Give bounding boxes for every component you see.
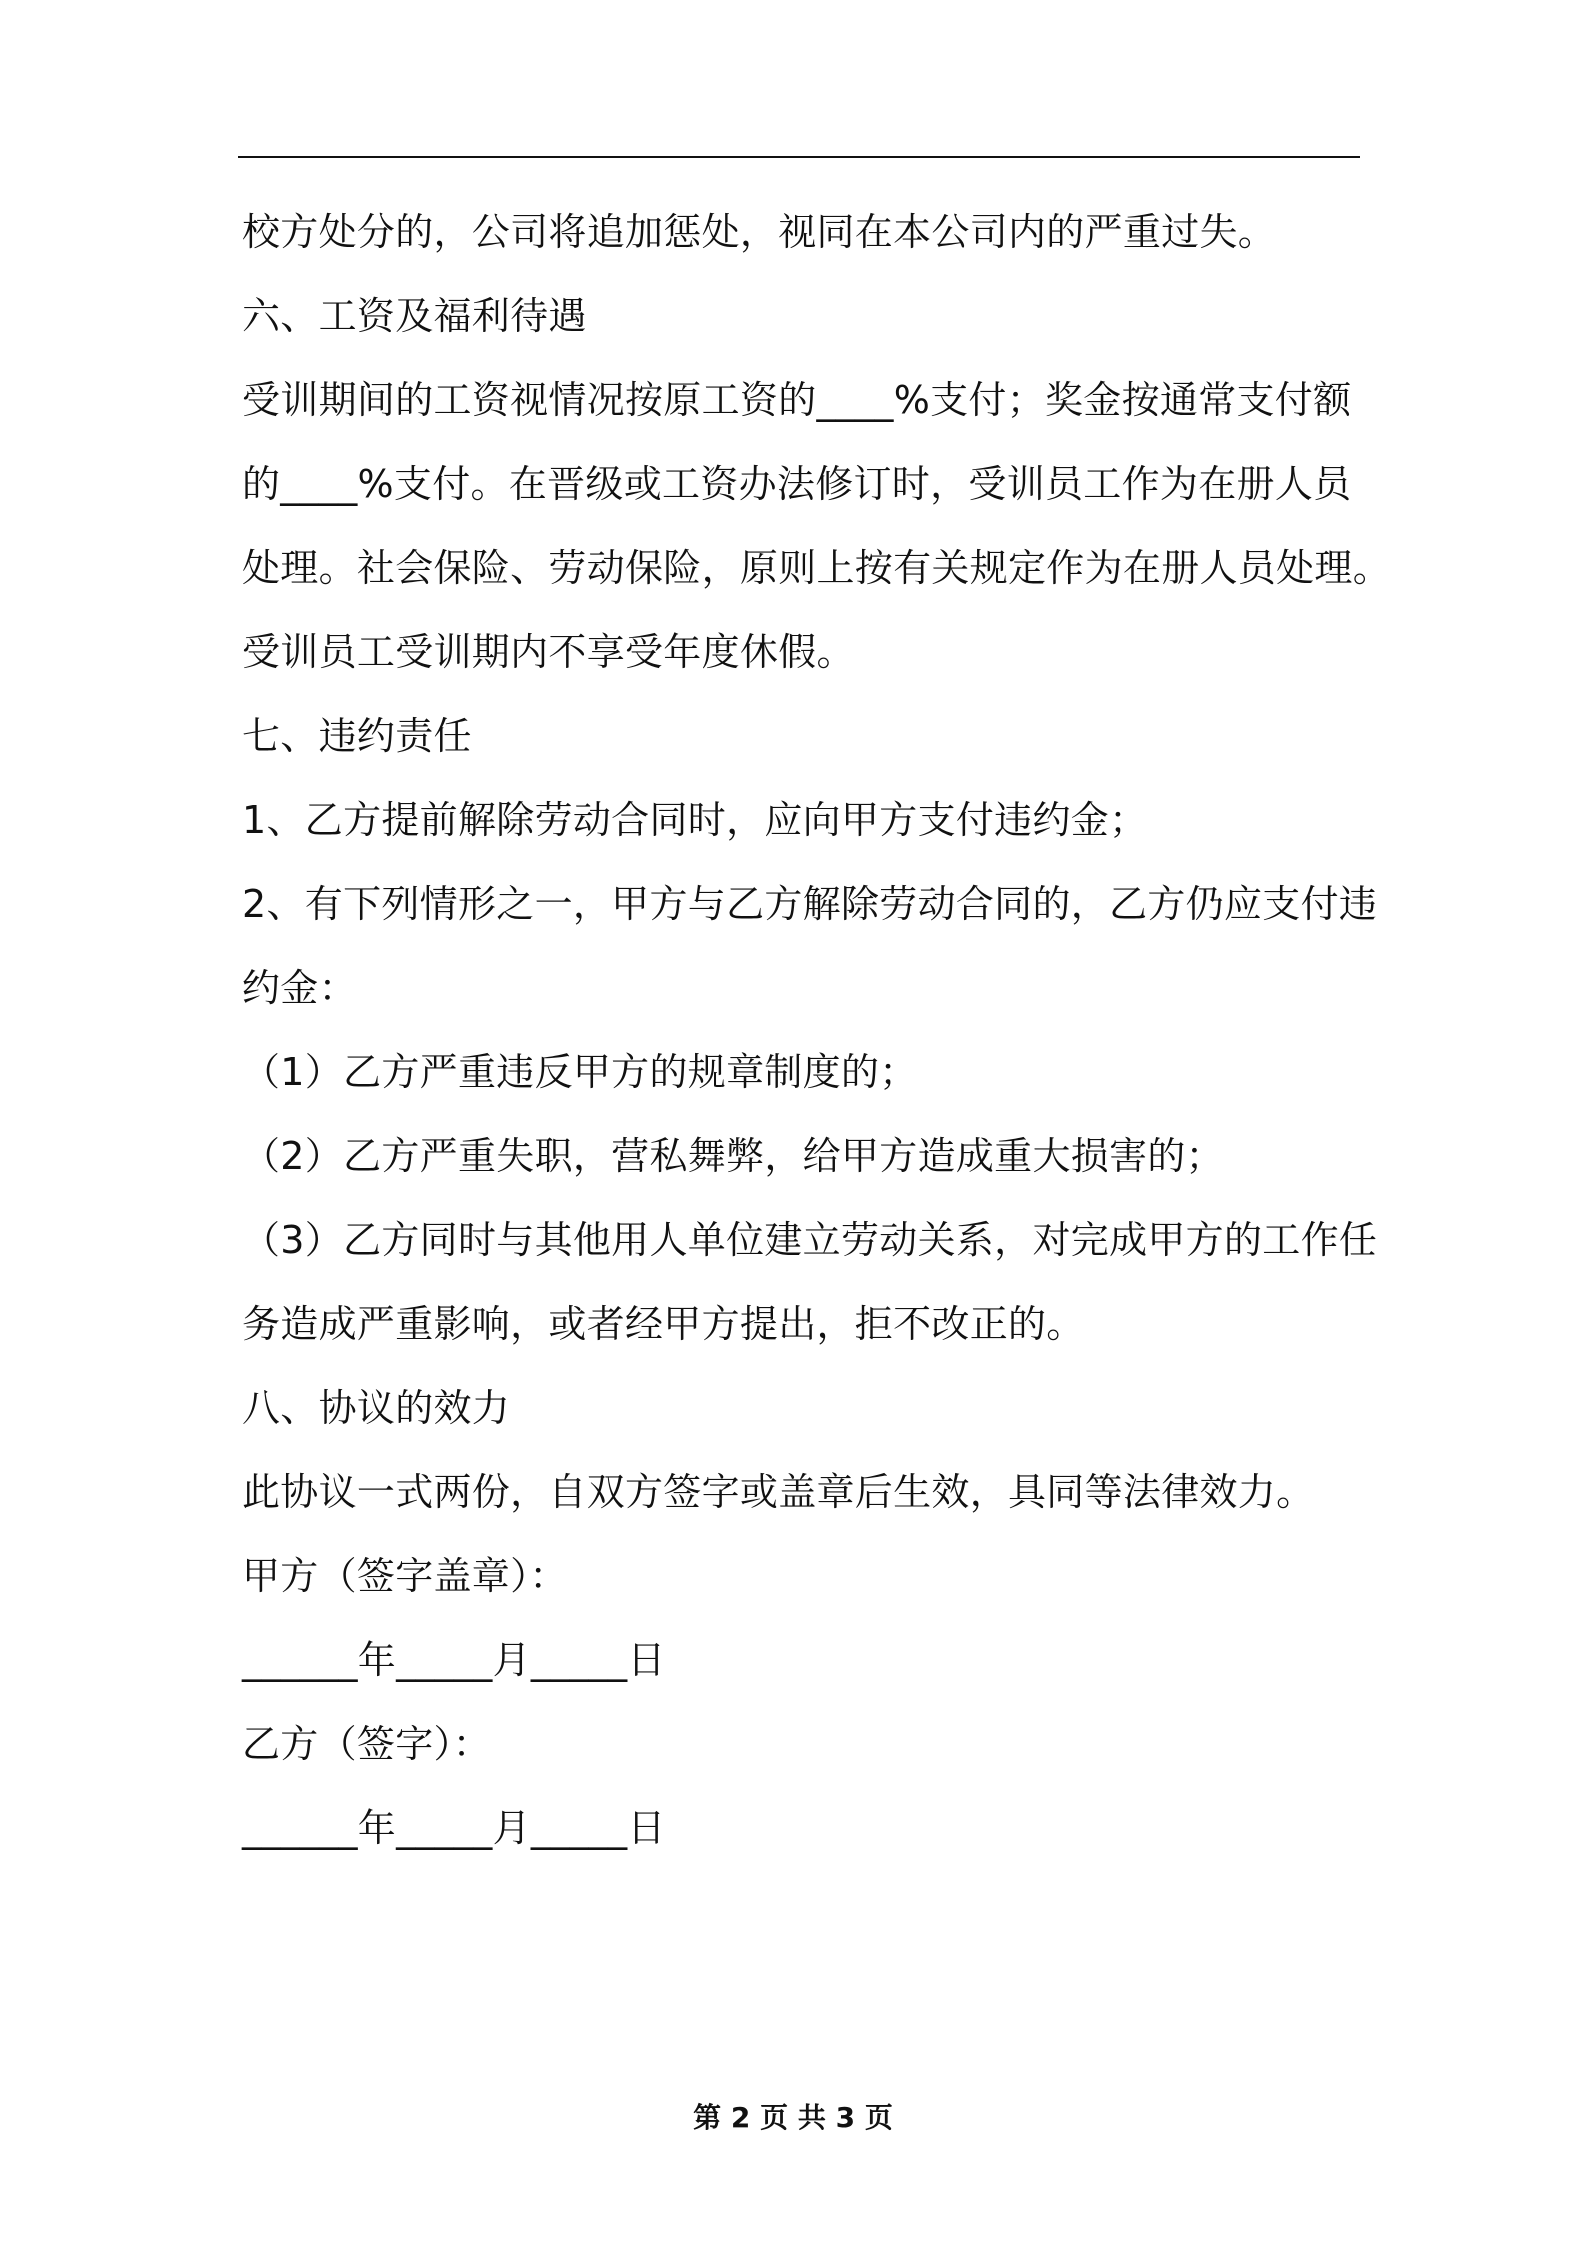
text-line: 务造成严重影响，或者经甲方提出，拒不改正的。	[242, 1302, 1085, 1346]
text-line: 受训期间的工资视情况按原工资的____%支付；奖金按通常支付额	[242, 378, 1352, 422]
text-line: 受训员工受训期内不享受年度休假。	[242, 630, 855, 674]
text-line: 约金：	[242, 966, 357, 1010]
party-a-signature-label: 甲方（签字盖章）：	[242, 1554, 568, 1598]
party-a-date-field: ______年_____月_____日	[242, 1638, 666, 1682]
text-line: 2、有下列情形之一，甲方与乙方解除劳动合同的，乙方仍应支付违	[242, 882, 1378, 926]
document-body	[242, 200, 1392, 1880]
section-heading-breach-liability: 七、违约责任	[242, 714, 472, 758]
list-item: （2）乙方严重失职，营私舞弊，给甲方造成重大损害的；	[242, 1134, 1224, 1178]
text-line: 此协议一式两份，自双方签字或盖章后生效，具同等法律效力。	[242, 1470, 1315, 1514]
text-line: 校方处分的，公司将追加惩处，视同在本公司内的严重过失。	[242, 210, 1277, 254]
text-line: 处理。社会保险、劳动保险，原则上按有关规定作为在册人员处理。	[242, 546, 1392, 590]
header-divider	[238, 156, 1360, 158]
text-line: 1、乙方提前解除劳动合同时，应向甲方支付违约金；	[242, 798, 1148, 842]
list-item: （3）乙方同时与其他用人单位建立劳动关系，对完成甲方的工作任	[242, 1218, 1378, 1262]
page-number-footer: 第 2 页 共 3 页	[693, 2101, 893, 2134]
party-b-date-field: ______年_____月_____日	[242, 1806, 666, 1850]
text-line: 的____%支付。在晋级或工资办法修订时，受训员工作为在册人员	[242, 462, 1352, 506]
section-heading-salary-benefits: 六、工资及福利待遇	[242, 294, 587, 338]
section-heading-agreement-effect: 八、协议的效力	[242, 1386, 511, 1430]
list-item: （1）乙方严重违反甲方的规章制度的；	[242, 1050, 918, 1094]
party-b-signature-label: 乙方（签字）：	[242, 1722, 492, 1766]
